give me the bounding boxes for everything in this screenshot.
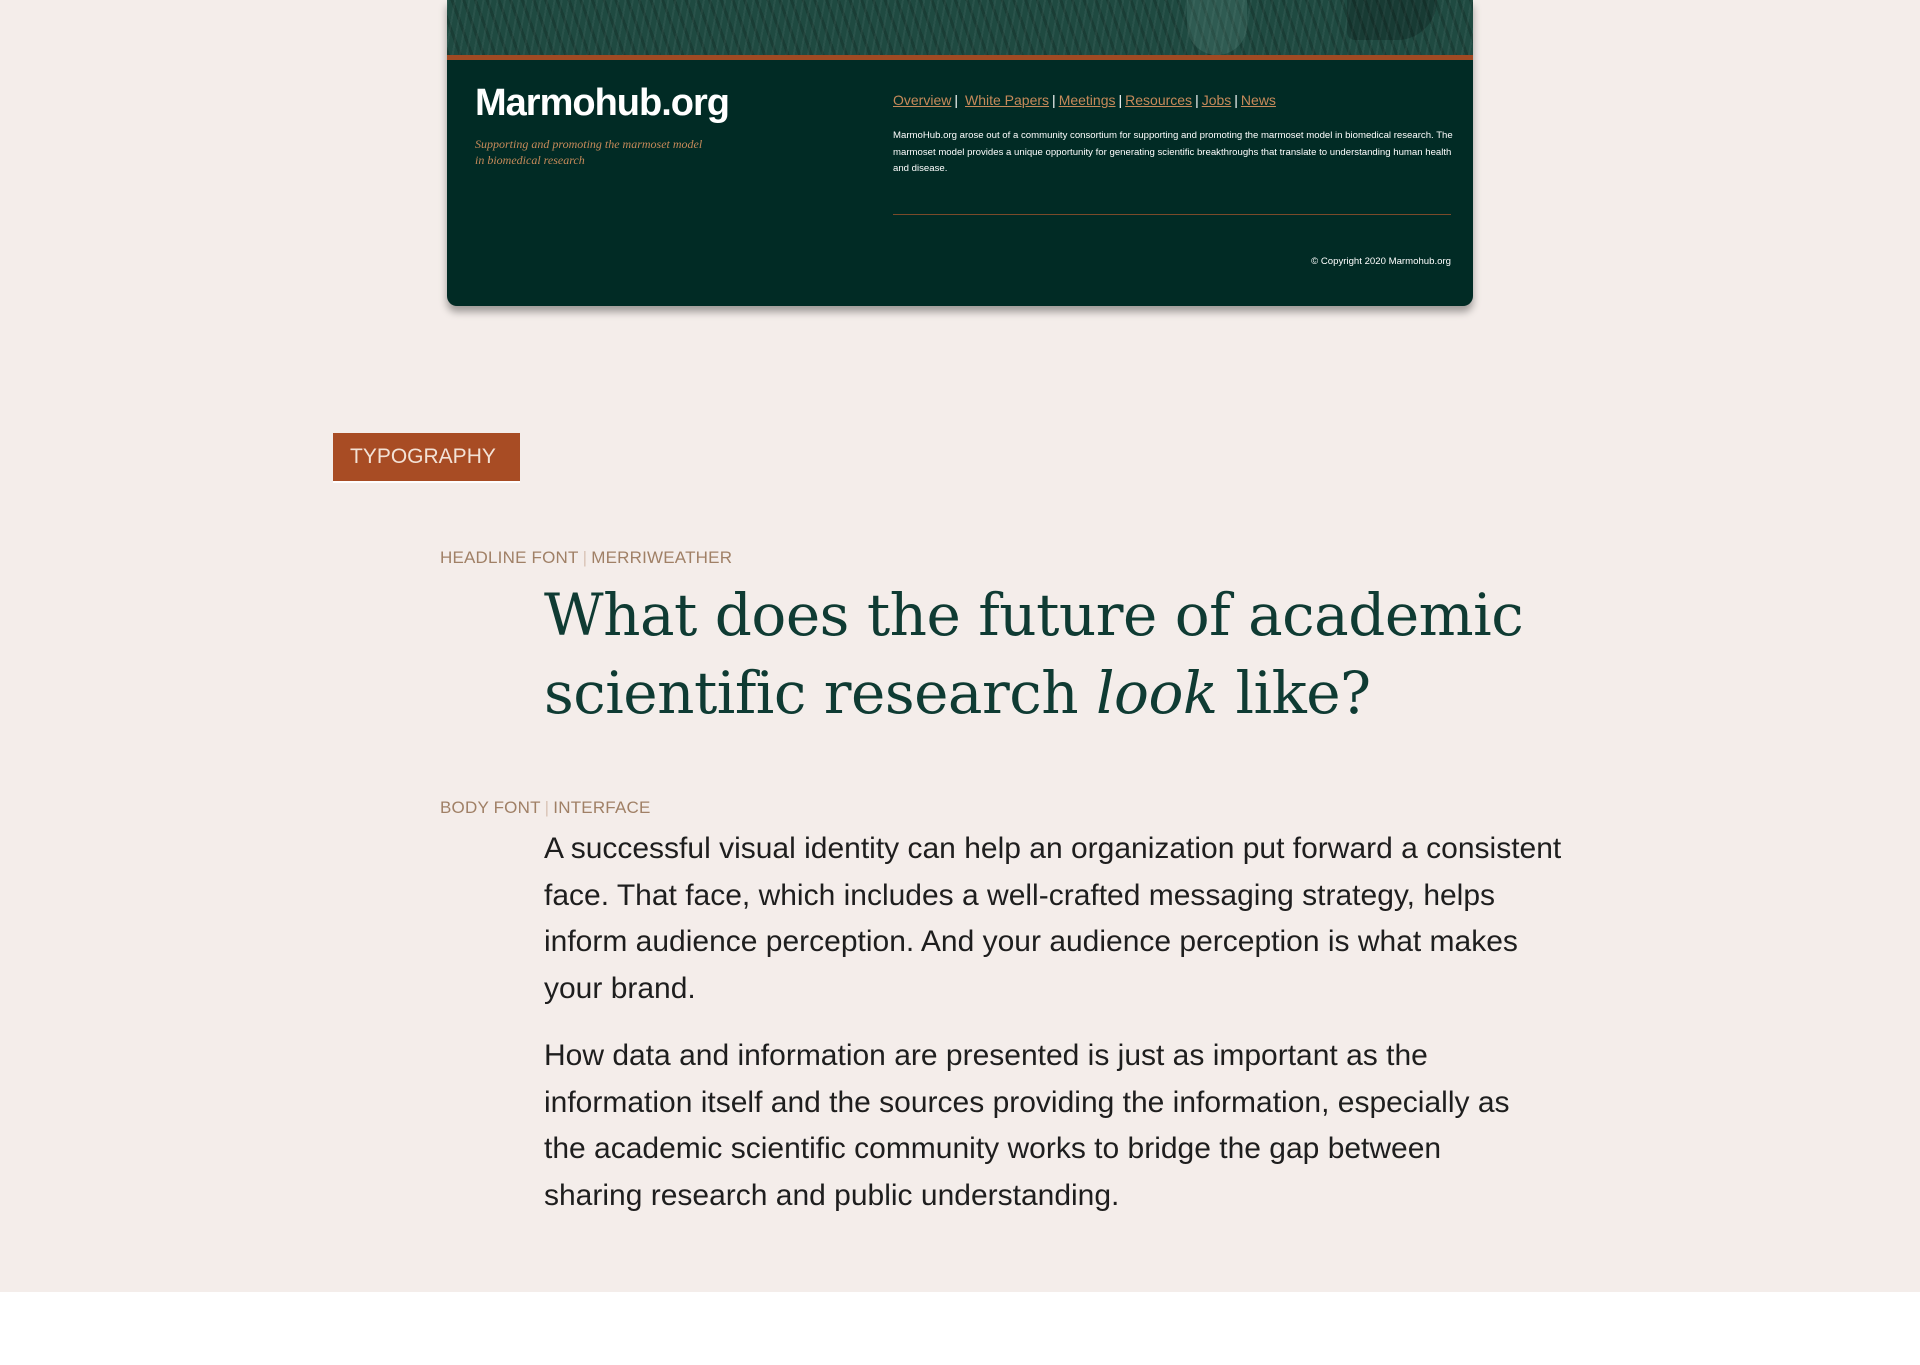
site-tagline: Supporting and promoting the marmoset model in biomedical research [475, 137, 703, 167]
nav-separator: | [1118, 92, 1123, 108]
footer-nav [893, 92, 1276, 108]
label-separator: | [544, 798, 550, 817]
nav-link-jobs[interactable]: Jobs [1201, 92, 1232, 108]
headline-sample-line2-end: like? [1217, 659, 1371, 727]
site-description: MarmoHub.org arose out of a community consortium for supporting and promoting the marmoset model in biomedical research. The marmoset model provides a unique opportunity for generating scientific breakthroughs that translate to understanding human health and disease. [893, 130, 1453, 174]
copyright-text: © Copyright 2020 Marmohub.org [1311, 256, 1451, 267]
body-font-name: INTERFACE [553, 798, 651, 817]
body-font-caption: BODY FONT [440, 798, 541, 817]
nav-separator: | [954, 92, 958, 108]
body-font-label [440, 798, 651, 818]
nav-link-white-papers[interactable]: White Papers [965, 92, 1050, 108]
headline-font-caption: HEADLINE FONT [440, 548, 579, 567]
headline-sample [544, 576, 1584, 732]
nav-link-news[interactable]: News [1240, 92, 1276, 108]
nav-link-overview[interactable]: Overview [893, 92, 952, 108]
site-logo[interactable]: Marmohub.org [475, 82, 729, 124]
headline-sample-line1: What does the future of academic [544, 581, 1524, 649]
body-sample-paragraph-2: How data and information are presented is just as important as the information itself and the sources providing the information, especially as the academic scientific community works to bridge the gap between sharing research and public understanding. [544, 1039, 1510, 1212]
body-sample-paragraph-1: A successful visual identity can help an organization put forward a consistent face. That face, which includes a well-crafted messaging strategy, helps inform audience perception. And your audience perception is what makes your brand. [544, 832, 1562, 1005]
nav-link-meetings[interactable]: Meetings [1058, 92, 1116, 108]
headline-sample-emphasis: look [1096, 659, 1218, 727]
nav-link-resources[interactable]: Resources [1125, 92, 1193, 108]
headline-font-label [440, 548, 732, 568]
accent-stripe [447, 55, 1473, 60]
nav-separator: | [1052, 92, 1056, 108]
section-tag: TYPOGRAPHY [333, 433, 520, 483]
headline-font-name: MERRIWEATHER [591, 548, 733, 567]
nav-separator: | [1195, 92, 1199, 108]
footer-divider [893, 214, 1451, 215]
label-separator: | [582, 548, 588, 567]
website-footer-mockup [447, 0, 1473, 306]
nav-separator: | [1234, 92, 1238, 108]
hero-image [447, 0, 1473, 55]
headline-sample-line2-start: scientific research [544, 659, 1096, 727]
